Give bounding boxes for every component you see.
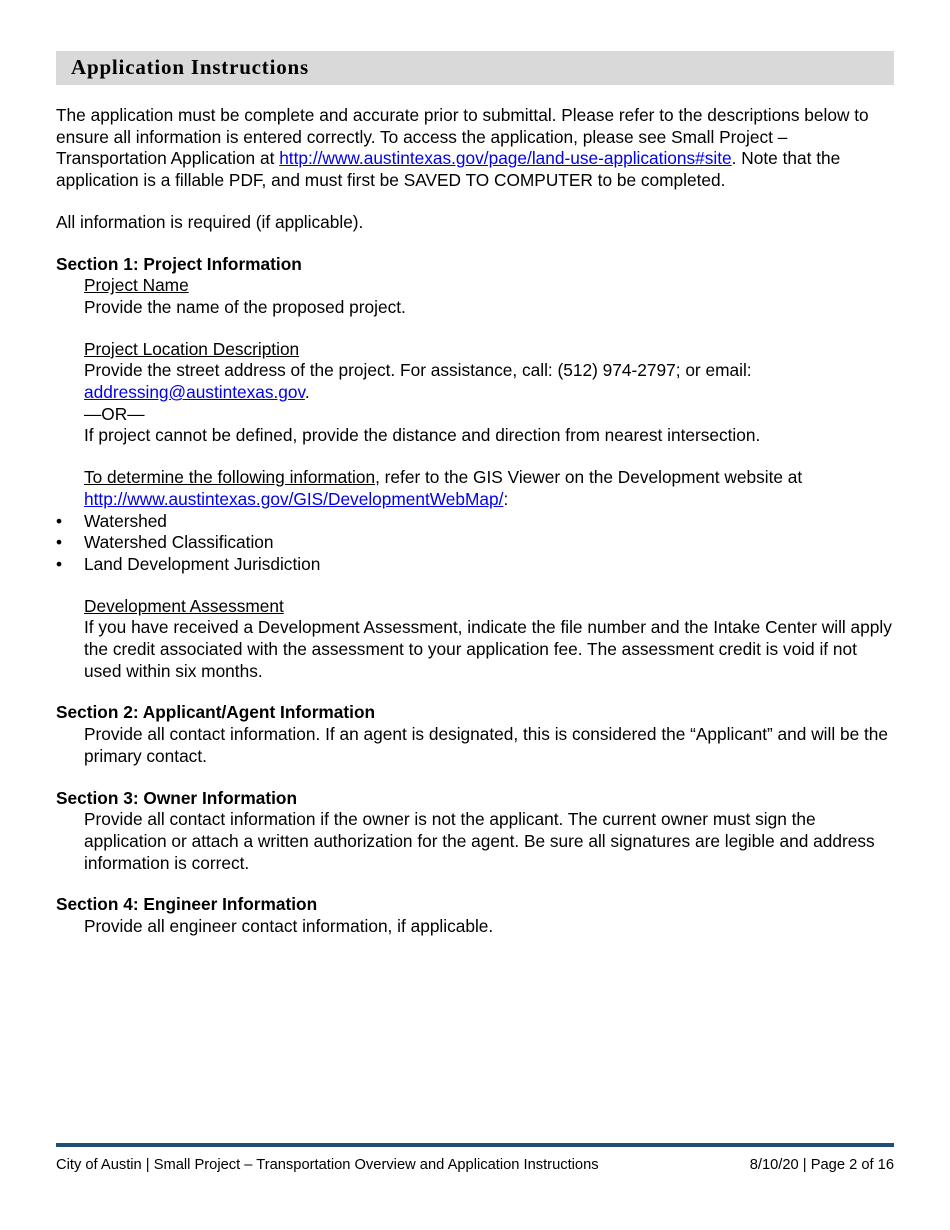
document-page [56,51,894,938]
section-4-heading: Section 4: Engineer Information [56,894,318,915]
development-assessment-text: If you have received a Development Assessment, indicate the file number and the Intake Center will apply the credit associated with the assessment to your application fee. The assessment credit is void if not used within six months. [84,617,892,681]
gis-instructions: , refer to the GIS Viewer on the Development website at [375,467,803,488]
bullet-icon: • [56,510,63,531]
footer-rule [56,1143,894,1147]
list-item [56,511,894,533]
development-assessment-block [84,596,894,683]
bullet-icon: • [56,532,63,553]
addressing-email-link[interactable]: addressing@austintexas.gov [84,382,305,403]
gis-label: To determine the following information [84,467,376,488]
project-location-text [84,360,894,403]
or-divider: —OR— [84,403,145,424]
email-suffix: . [304,382,310,403]
gis-viewer-link[interactable]: http://www.austintexas.gov/GIS/DevelopmentWebMap/ [84,488,504,509]
section-2 [56,702,894,767]
section-2-text: Provide all contact information. If an agent is designated, this is considered the “Applicant” and will be the primary contact. [84,724,889,766]
list-item [56,532,894,554]
list-item [56,554,894,576]
bullet-icon: • [56,553,63,574]
section-3-text: Provide all contact information if the owner is not the applicant. The current owner must sign the application or attach a written authorization for the agent. Be sure all signatures are legible and address information is correct. [84,809,875,873]
section-4 [56,894,894,937]
gis-text [84,467,894,510]
gis-bullet-list [56,511,894,576]
bullet-text: Watershed Classification [84,532,274,553]
intro-paragraph [56,105,894,192]
section-1-heading: Section 1: Project Information [56,253,302,274]
gis-suffix: : [503,488,509,509]
project-location-block [84,339,894,448]
bullet-text: Land Development Jurisdiction [84,553,321,574]
development-assessment-label: Development Assessment [84,595,284,616]
section-3-heading: Section 3: Owner Information [56,787,298,808]
project-location-alt-text: If project cannot be defined, provide the distance and direction from nearest intersection. [84,425,761,446]
section-header-bar [56,51,894,85]
bullet-text: Watershed [84,510,167,531]
gis-block [84,467,894,510]
section-1 [56,254,894,683]
project-name-label: Project Name [84,275,189,296]
footer-page-info: 8/10/20 | Page 2 of 16 [749,1157,894,1173]
intro-text-end: . Note that the application is a fillable PDF, and must first be SAVED TO COMPUTER to be completed. [56,148,841,191]
project-name-block [84,275,894,318]
project-location-label: Project Location Description [84,338,300,359]
page-title: Application Instructions [71,55,309,80]
section-3 [56,788,894,875]
intro-text: The application must be complete and accurate prior to submittal. Please refer to the descriptions below to ensure all information is entered correctly. To access the application, please see Small Project – Transportation Application at [56,105,869,169]
section-4-text: Provide all engineer contact information, if applicable. [84,916,494,937]
section-2-heading: Section 2: Applicant/Agent Information [56,702,376,723]
footer-document-title: City of Austin | Small Project – Transportation Overview and Application Instructions [56,1157,599,1173]
required-note: All information is required (if applicable). [56,211,364,232]
application-link[interactable]: http://www.austintexas.gov/page/land-use-applications#site [279,148,732,169]
project-name-text: Provide the name of the proposed project. [84,296,406,317]
project-location-instructions: Provide the street address of the project. For assistance, call: (512) 974-2797; or email: [84,360,752,381]
page-footer [56,1155,894,1177]
